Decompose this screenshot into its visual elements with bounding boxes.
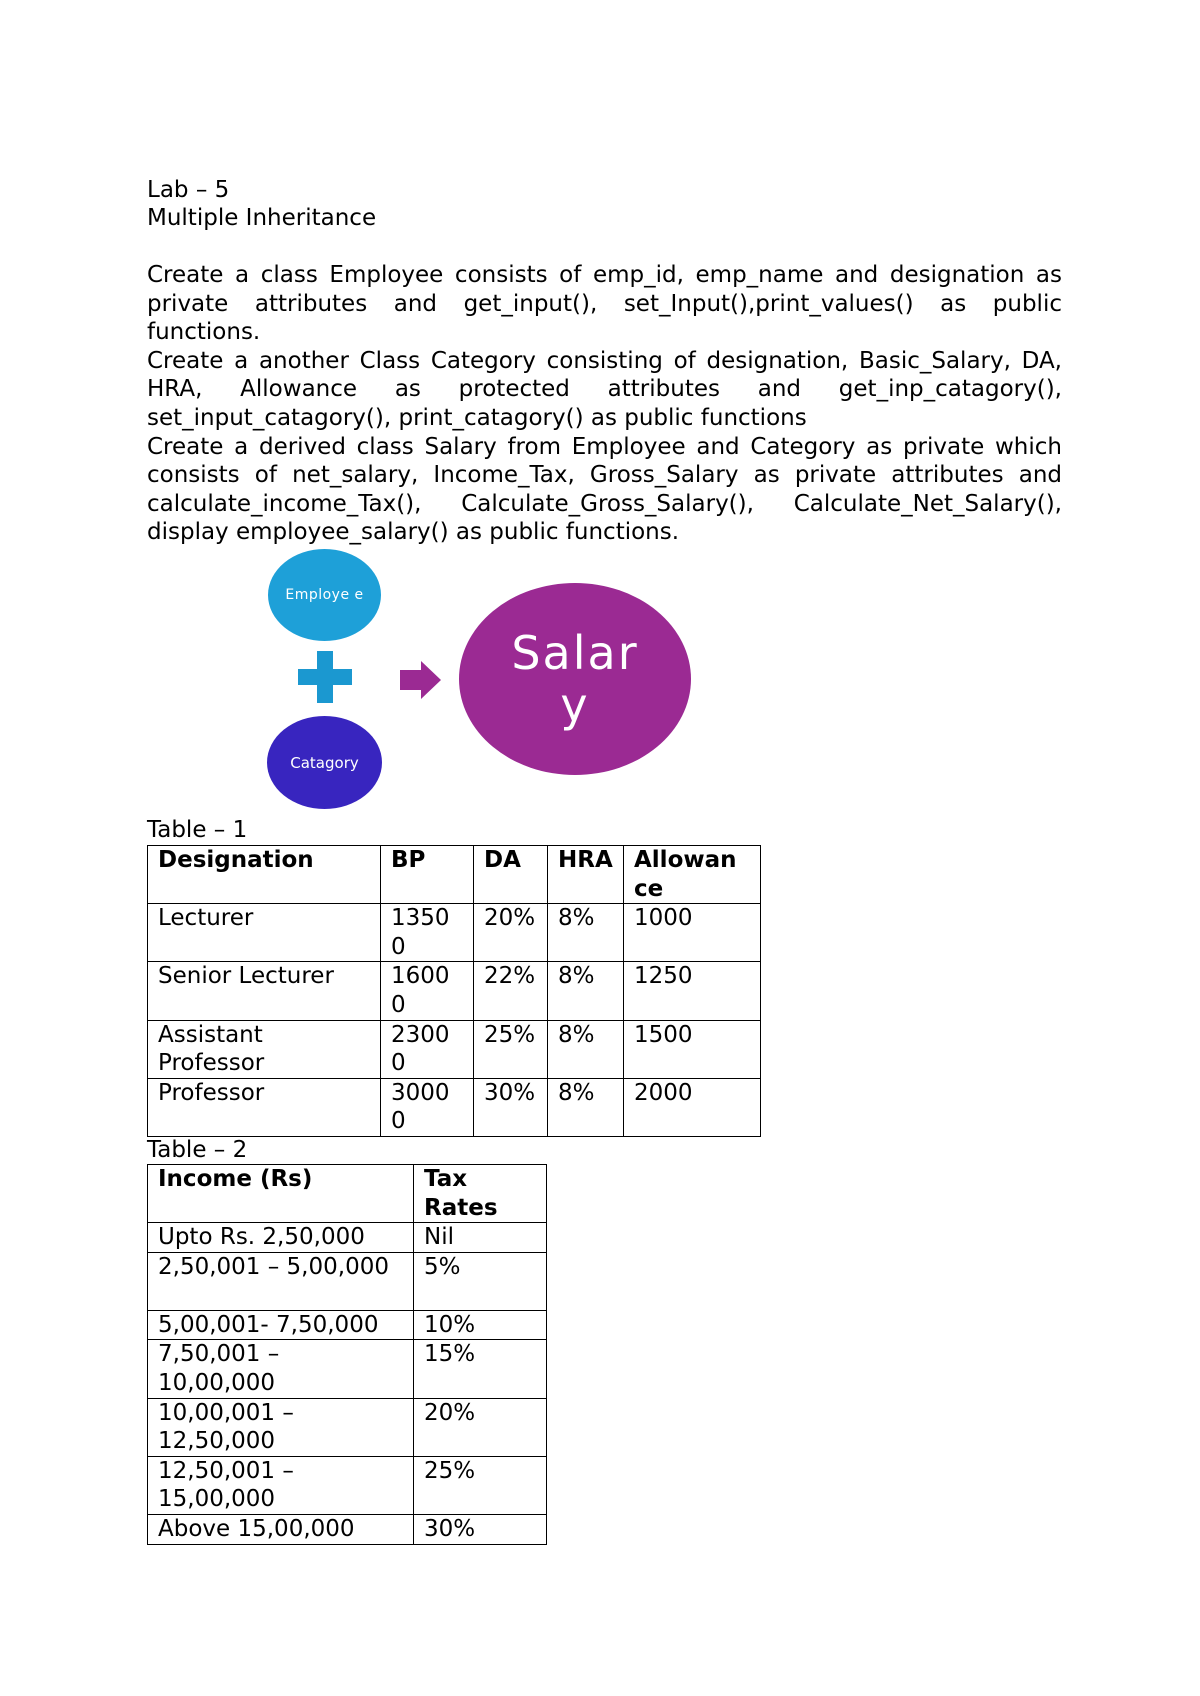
plus-icon: [298, 669, 352, 685]
table1-header-bp: BP: [381, 846, 474, 904]
table2-header-tax-rates: Tax Rates: [414, 1165, 547, 1223]
da-cell: 22%: [474, 962, 548, 1020]
hra-cell: 8%: [548, 962, 624, 1020]
tax-rate-cell: 30%: [414, 1514, 547, 1544]
table-row: [148, 962, 761, 1020]
category-label: Catagory: [290, 753, 359, 772]
table1-header-allowance: Allowance: [624, 846, 761, 904]
salary-circle: [459, 583, 691, 775]
bp-cell: 16000: [381, 962, 474, 1020]
table2-header-row: [148, 1165, 547, 1223]
table1-caption: Table – 1: [147, 817, 248, 843]
instruction-salary: Create a derived class Salary from Employee and Category as private which consists of net_salary, Income_Tax, Gross_Salary as private attributes and calculate_income_Tax(), Calculate_Gross_Salary(), Calculate_Net_Salary(), display employee_salary() as public functions.: [147, 433, 1062, 546]
allowance-cell: 1250: [624, 962, 761, 1020]
employee-label: Employe e: [285, 586, 364, 603]
income-cell: Upto Rs. 2,50,000: [148, 1223, 414, 1253]
table-row: [148, 1310, 547, 1340]
table2-header-income: Income (Rs): [148, 1165, 414, 1223]
tax-rate-cell: 15%: [414, 1340, 547, 1398]
table1-header-da: DA: [474, 846, 548, 904]
designation-cell: Assistant Professor: [148, 1020, 381, 1078]
instruction-employee: Create a class Employee consists of emp_id, emp_name and designation as private attributes and get_input(), set_Input(),print_values() as public functions.: [147, 262, 1062, 346]
tax-rate-cell: 25%: [414, 1456, 547, 1514]
category-circle: [267, 716, 382, 809]
table-row: [148, 1078, 761, 1136]
bp-cell: 13500: [381, 904, 474, 962]
tax-rate-cell: 5%: [414, 1252, 547, 1310]
table2-caption: Table – 2: [147, 1137, 248, 1163]
table1-header-hra: HRA: [548, 846, 624, 904]
bp-cell: 30000: [381, 1078, 474, 1136]
employee-circle: [268, 549, 381, 641]
da-cell: 30%: [474, 1078, 548, 1136]
table-row: [148, 1514, 547, 1544]
income-cell: 12,50,001 – 15,00,000: [148, 1456, 414, 1514]
income-cell: Above 15,00,000: [148, 1514, 414, 1544]
designation-cell: Lecturer: [148, 904, 381, 962]
allowance-cell: 2000: [624, 1078, 761, 1136]
table1-header-row: [148, 846, 761, 904]
instruction-category: Create a another Class Category consisting of designation, Basic_Salary, DA, HRA, Allowance as protected attributes and get_inp_catagory(), set_input_catagory(), print_catagory() as public functions: [147, 347, 1062, 431]
table-row: [148, 1252, 547, 1310]
table-row: [148, 904, 761, 962]
hra-cell: 8%: [548, 1020, 624, 1078]
allowance-cell: 1500: [624, 1020, 761, 1078]
lab-title: Lab – 5: [147, 177, 230, 203]
income-cell: 5,00,001- 7,50,000: [148, 1310, 414, 1340]
hra-cell: 8%: [548, 904, 624, 962]
tax-rate-table: [147, 1164, 547, 1545]
tax-rate-cell: 20%: [414, 1398, 547, 1456]
income-cell: 10,00,001 – 12,50,000: [148, 1398, 414, 1456]
table1-header-designation: Designation: [148, 846, 381, 904]
bp-cell: 23000: [381, 1020, 474, 1078]
designation-cell: Senior Lecturer: [148, 962, 381, 1020]
table-row: [148, 1456, 547, 1514]
instructions: [147, 261, 1062, 547]
income-cell: 7,50,001 – 10,00,000: [148, 1340, 414, 1398]
tax-rate-cell: Nil: [414, 1223, 547, 1253]
topic-heading: Multiple Inheritance: [147, 205, 377, 231]
table-row: [148, 1223, 547, 1253]
table-row: [148, 1398, 547, 1456]
da-cell: 25%: [474, 1020, 548, 1078]
hra-cell: 8%: [548, 1078, 624, 1136]
designation-cell: Professor: [148, 1078, 381, 1136]
table-row: [148, 1020, 761, 1078]
plus-icon-vertical: [317, 651, 333, 703]
income-cell: 2,50,001 – 5,00,000: [148, 1252, 414, 1310]
designation-table: [147, 845, 761, 1137]
arrow-right-icon: [400, 661, 442, 699]
table-row: [148, 1340, 547, 1398]
tax-rate-cell: 10%: [414, 1310, 547, 1340]
salary-label: Salar y: [511, 626, 639, 732]
allowance-cell: 1000: [624, 904, 761, 962]
da-cell: 20%: [474, 904, 548, 962]
